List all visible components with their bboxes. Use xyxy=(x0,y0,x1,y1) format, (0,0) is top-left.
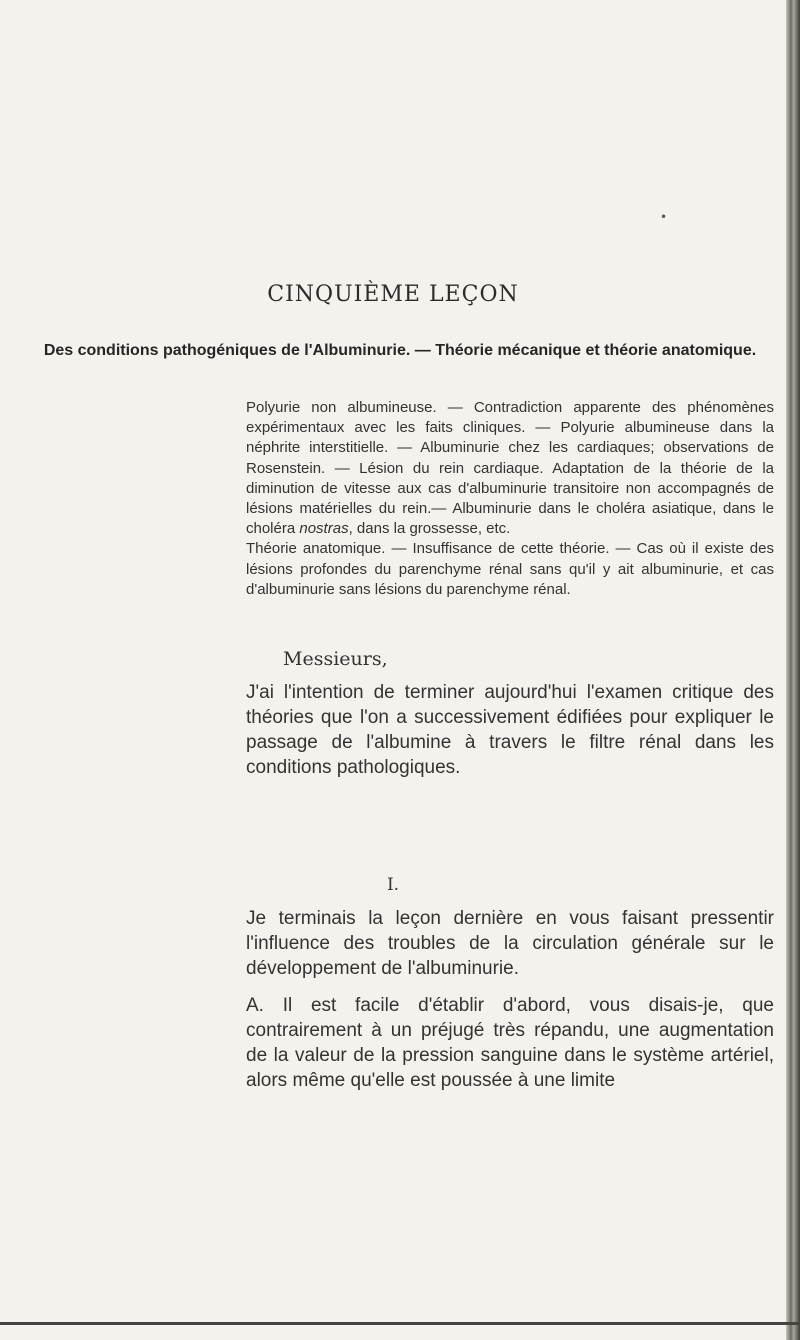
body-paragraph-3: A. Il est facile d'établir d'abord, vous disais-je, que contrairement à un préjugé très répandu, une augmentation de la valeur de la pression sanguine dans le système artériel, alors même qu'elle est poussée à une limite xyxy=(246,995,774,1091)
summary-text-1: Polyurie non albumineuse. — Contradiction apparente des phénomènes expérimentaux avec les faits cliniques. — Polyurie albumineuse dans la néphrite interstitielle. — Albuminurie chez les cardiaques; observations de Rosenstein. — Lésion du rein cardiaque. Adaptation de la théorie de la diminution de vitesse aux cas d'albuminurie transitoire non accompagnés de lésions matérielles du rein.— Albuminurie dans le choléra asiatique, dans le choléra xyxy=(246,399,774,538)
page-bottom-edge xyxy=(0,1322,800,1325)
lesson-subtitle: Des conditions pathogéniques de l'Albuminurie. — Théorie mécanique et théorie anatomique. xyxy=(43,342,757,359)
summary-italic-term: nostras xyxy=(299,520,349,538)
summary-paragraph-2: Théorie anatomique. — Insuffisance de cette théorie. — Cas où il existe des lésions profondes du parenchyme rénal sans qu'il y ait albuminurie, et cas d'albuminurie sans lésions du parenchyme rénal. xyxy=(246,540,774,598)
summary-text-1-end: , dans la grossesse, etc. xyxy=(348,520,511,538)
corner-mark: • xyxy=(660,210,668,224)
lesson-summary xyxy=(246,398,774,600)
lesson-title: CINQUIÈME LEÇON xyxy=(267,282,519,307)
body-paragraph-1: J'ai l'intention de terminer aujourd'hui l'examen critique des théories que l'on a successivement édifiées pour expliquer le passage de l'albumine à travers le filtre rénal dans les conditions pathologiques. xyxy=(246,682,774,778)
salutation: Messieurs, xyxy=(283,648,388,670)
body-paragraph-2: Je terminais la leçon dernière en vous faisant pressentir l'influence des troubles de la circulation générale sur le développement de l'albuminurie. xyxy=(246,908,774,979)
section-heading: I. xyxy=(386,875,400,895)
summary-paragraph-1 xyxy=(246,398,774,539)
book-spine-edge xyxy=(786,0,800,1340)
